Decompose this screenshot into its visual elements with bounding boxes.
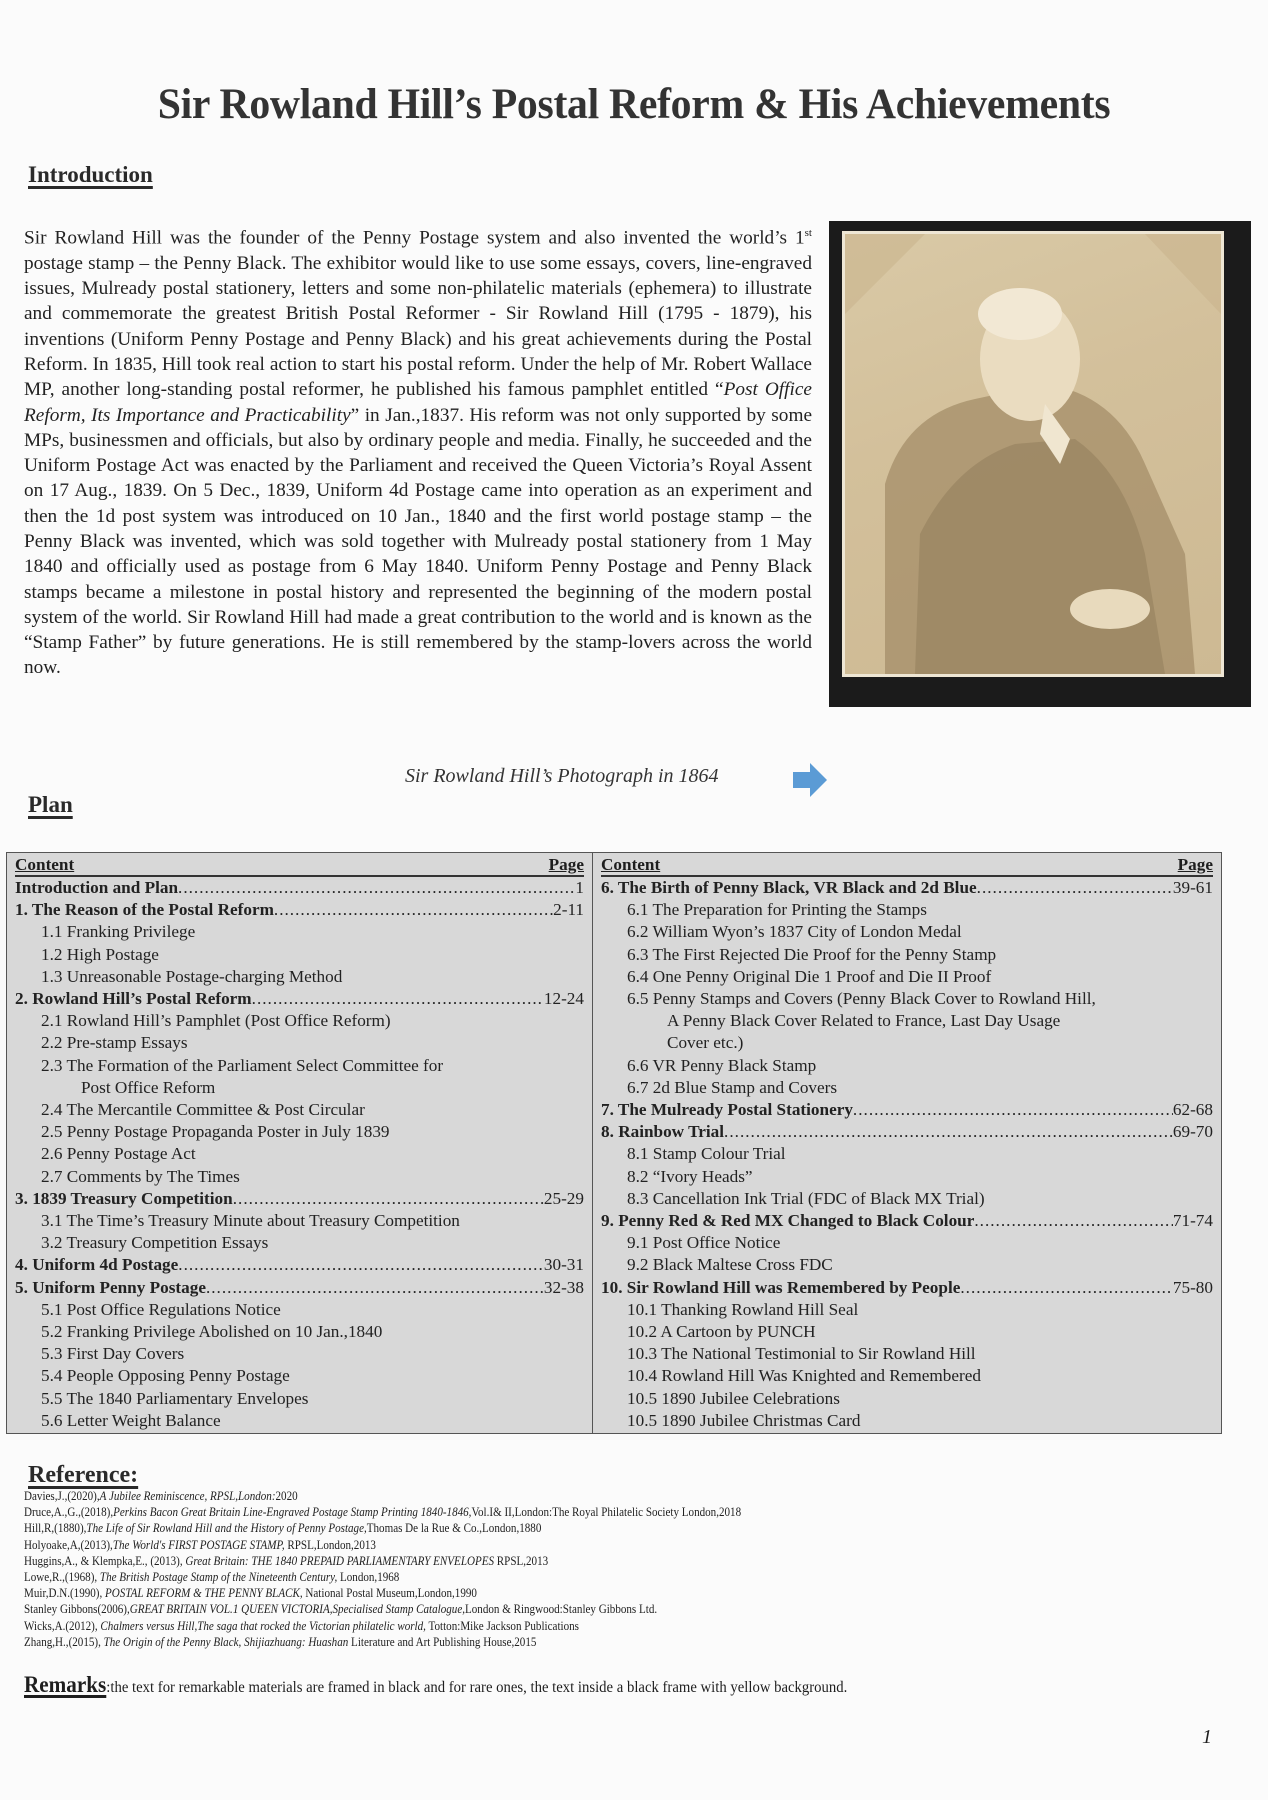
toc-entry-label: 8.3 Cancellation Ink Trial (FDC of Black MX Trial) <box>627 1188 985 1208</box>
toc-entry-label: 6.4 One Penny Original Die 1 Proof and Die II Proof <box>627 966 992 986</box>
introduction-paragraph <box>24 221 812 681</box>
toc-subsection-row <box>15 921 584 943</box>
toc-leader-dots <box>974 1210 1173 1232</box>
toc-subsection-row <box>15 1232 584 1254</box>
toc-entry-label: 1. The Reason of the Postal Reform <box>15 900 274 920</box>
toc-entry-label: 6.7 2d Blue Stamp and Covers <box>627 1077 838 1097</box>
toc-subsection-row <box>601 1388 1213 1410</box>
toc-entry-label: 10.1 Thanking Rowland Hill Seal <box>627 1299 859 1319</box>
right-arrow-icon <box>793 763 827 797</box>
reference-list <box>24 1488 741 1650</box>
toc-entry-label: 8.2 “Ivory Heads” <box>627 1166 753 1186</box>
toc-subsection-row <box>601 1166 1213 1188</box>
toc-subsection-row <box>15 1010 584 1032</box>
toc-leader-dots <box>724 1121 1173 1143</box>
plan-table-header <box>15 855 584 877</box>
toc-page-range: 2-11 <box>553 900 584 920</box>
intro-text-1: Sir Rowland Hill was the founder of the Penny Postage system and also invented the world’s 1 <box>24 227 805 249</box>
toc-entry-label: 6.1 The Preparation for Printing the Stamps <box>627 900 927 920</box>
toc-subsection-row <box>15 1388 584 1410</box>
toc-entry-label: 5.3 First Day Covers <box>41 1344 185 1364</box>
toc-entry-label: 5.1 Post Office Regulations Notice <box>41 1299 281 1319</box>
toc-subsection-row <box>15 966 584 988</box>
toc-section-row <box>601 1099 1213 1121</box>
toc-entry-label: 2.2 Pre-stamp Essays <box>41 1033 188 1053</box>
reference-title: POSTAL REFORM & THE PENNY BLACK, <box>105 1586 303 1601</box>
toc-entry-label: 8.1 Stamp Colour Trial <box>627 1144 786 1164</box>
toc-subsection-row <box>15 1077 584 1099</box>
toc-leader-dots <box>233 1188 544 1210</box>
pamphlet-title: Post Office Reform, Its Importance and Practicability <box>24 379 812 426</box>
toc-page-range: 1 <box>575 878 584 897</box>
toc-subsection-row <box>601 966 1213 988</box>
toc-entry-label: 8. Rainbow Trial <box>601 1122 725 1142</box>
reference-item <box>24 1569 741 1585</box>
toc-section-row <box>15 1254 584 1276</box>
toc-subsection-row <box>601 1299 1213 1321</box>
toc-entry-label: 7. The Mulready Postal Stationery <box>601 1100 853 1120</box>
toc-entry-label: 10.5 1890 Jubilee Celebrations <box>627 1388 840 1408</box>
toc-subsection-row <box>601 899 1213 921</box>
toc-entry-label: Post Office Reform <box>81 1077 216 1097</box>
reference-rest: National Postal Museum,London,1990 <box>302 1586 477 1601</box>
reference-author: Stanley Gibbons(2006), <box>24 1602 130 1617</box>
plan-table-header <box>601 855 1213 877</box>
toc-section-row <box>15 1277 584 1299</box>
reference-item <box>24 1618 741 1634</box>
toc-entry-label: 1.3 Unreasonable Postage-charging Method <box>41 966 343 986</box>
toc-entry-label: A Penny Black Cover Related to France, Last Day Usage <box>667 1011 1061 1031</box>
reference-item <box>24 1488 741 1504</box>
reference-author: Lowe,R.,(1968), <box>24 1570 100 1585</box>
reference-item <box>24 1634 741 1650</box>
intro-superscript: st <box>804 227 812 239</box>
reference-item <box>24 1520 741 1536</box>
toc-subsection-row <box>15 944 584 966</box>
toc-leader-dots <box>178 877 575 899</box>
toc-subsection-row <box>15 1121 584 1143</box>
toc-page-range: 30-31 <box>543 1255 584 1275</box>
toc-subsection-row <box>15 1099 584 1121</box>
reference-title: Great Britain: THE 1840 PREPAID PARLIAMENTARY ENVELOPES <box>185 1553 495 1568</box>
reference-title: The Origin of the Penny Black, Shijiazhuang: Huashan <box>103 1634 349 1649</box>
toc-entry-label: 9.1 Post Office Notice <box>627 1233 781 1253</box>
portrait-illustration <box>845 234 1221 674</box>
toc-entry-label: Introduction and Plan <box>15 878 179 897</box>
toc-subsection-row <box>15 1365 584 1387</box>
toc-subsection-row <box>15 1166 584 1188</box>
toc-subsection-row <box>601 1254 1213 1276</box>
remarks-text: :the text for remarkable materials are framed in black and for rare ones, the text inside a black frame with yellow background. <box>106 1679 848 1696</box>
page-number: 1 <box>1202 1726 1212 1748</box>
toc-entry-label: 2.7 Comments by The Times <box>41 1166 240 1186</box>
toc-subsection-row <box>15 1055 584 1077</box>
reference-heading: Reference: <box>28 1462 139 1488</box>
toc-entry-label: 1.2 High Postage <box>41 944 159 964</box>
toc-section-row <box>15 988 584 1010</box>
plan-table-right <box>592 852 1222 1434</box>
content-column-header: Content <box>601 855 661 874</box>
toc-subsection-row <box>601 1143 1213 1165</box>
toc-subsection-row <box>601 1232 1213 1254</box>
toc-entry-label: Cover etc.) <box>667 1033 744 1053</box>
photo-caption: Sir Rowland Hill’s Photograph in 1864 <box>405 765 719 787</box>
reference-author: Hill,R,(1880), <box>24 1521 87 1536</box>
plan-left-rows <box>15 877 584 1432</box>
toc-subsection-row <box>601 1321 1213 1343</box>
toc-entry-label: 2.4 The Mercantile Committee & Post Circular <box>41 1100 365 1120</box>
toc-entry-label: 4. Uniform 4d Postage <box>15 1255 179 1275</box>
reference-rest: 2020 <box>275 1489 298 1503</box>
reference-rest: London,1968 <box>337 1570 400 1585</box>
toc-leader-dots <box>853 1099 1173 1121</box>
toc-entry-label: 3. 1839 Treasury Competition <box>15 1188 233 1208</box>
toc-page-range: 39-61 <box>1172 878 1213 897</box>
reference-rest: RPSL,2013 <box>494 1553 549 1568</box>
reference-author: Huggins,A., & Klempka,E., (2013), <box>24 1553 186 1568</box>
toc-entry-label: 1.1 Franking Privilege <box>41 922 196 942</box>
toc-page-range: 32-38 <box>543 1277 584 1297</box>
toc-subsection-row <box>601 944 1213 966</box>
toc-entry-label: 9.2 Black Maltese Cross FDC <box>627 1255 833 1275</box>
reference-title: The World's FIRST POSTAGE STAMP, <box>112 1537 285 1552</box>
toc-subsection-row <box>15 1343 584 1365</box>
reference-item <box>24 1504 741 1520</box>
toc-entry-label: 10.2 A Cartoon by PUNCH <box>627 1322 816 1342</box>
toc-page-range: 25-29 <box>543 1188 584 1208</box>
reference-item <box>24 1585 741 1601</box>
reference-author: Zhang,H.,(2015), <box>24 1634 104 1649</box>
toc-page-range: 71-74 <box>1172 1211 1213 1231</box>
toc-entry-label: 2.5 Penny Postage Propaganda Poster in July 1839 <box>41 1122 390 1142</box>
reference-author: Wicks,A.(2012), <box>24 1618 101 1633</box>
reference-rest: Vol.I& II,London:The Royal Philatelic Society London,2018 <box>471 1505 742 1520</box>
page-title: Sir Rowland Hill’s Postal Reform & His Achievements <box>157 81 1111 128</box>
toc-subsection-row <box>601 1343 1213 1365</box>
toc-page-range: 69-70 <box>1172 1122 1213 1142</box>
toc-page-range: 75-80 <box>1172 1277 1213 1297</box>
page-column-header: Page <box>1177 855 1213 874</box>
toc-subsection-row <box>601 1410 1213 1432</box>
toc-leader-dots <box>178 1254 544 1276</box>
toc-page-range: 12-24 <box>543 989 584 1009</box>
reference-rest: Thomas De la Rue & Co.,London,1880 <box>366 1521 542 1536</box>
toc-subsection-row <box>601 921 1213 943</box>
toc-entry-label: 6.3 The First Rejected Die Proof for the Penny Stamp <box>627 944 997 964</box>
page-column-header: Page <box>548 855 584 874</box>
reference-title: The British Postage Stamp of the Nineteenth Century, <box>99 1570 338 1585</box>
toc-leader-dots <box>206 1277 544 1299</box>
reference-rest: Literature and Art Publishing House,2015 <box>348 1634 537 1649</box>
reference-rest: London & Ringwood:Stanley Gibbons Ltd. <box>465 1602 658 1617</box>
toc-subsection-row <box>15 1299 584 1321</box>
toc-section-row <box>601 1277 1213 1299</box>
toc-subsection-row <box>601 1365 1213 1387</box>
reference-author: Muir,D.N.(1990), <box>24 1586 106 1601</box>
toc-page-range: 62-68 <box>1172 1100 1213 1120</box>
toc-section-row <box>15 877 584 899</box>
reference-rest: RPSL,London,2013 <box>284 1537 376 1552</box>
reference-title: GREAT BRITAIN VOL.1 QUEEN VICTORIA,Specialised Stamp Catalogue, <box>129 1602 465 1617</box>
rowland-hill-photograph <box>842 231 1224 677</box>
toc-subsection-row <box>601 1032 1213 1054</box>
reference-author: Davies,J.,(2020), <box>24 1489 100 1503</box>
toc-entry-label: 10.3 The National Testimonial to Sir Rowland Hill <box>627 1344 976 1364</box>
toc-subsection-row <box>601 988 1213 1010</box>
toc-entry-label: 5.6 Letter Weight Balance <box>41 1410 221 1430</box>
toc-entry-label: 6.6 VR Penny Black Stamp <box>627 1055 817 1075</box>
toc-entry-label: 3.2 Treasury Competition Essays <box>41 1233 269 1253</box>
toc-entry-label: 5. Uniform Penny Postage <box>15 1277 206 1297</box>
toc-leader-dots <box>977 877 1173 899</box>
toc-subsection-row <box>15 1143 584 1165</box>
reference-title: Perkins Bacon Great Britain Line-Engraved Postage Stamp Printing 1840-1846, <box>113 1505 472 1520</box>
toc-subsection-row <box>601 1188 1213 1210</box>
toc-subsection-row <box>15 1210 584 1232</box>
toc-entry-label: 2.3 The Formation of the Parliament Select Committee for <box>41 1055 444 1075</box>
content-column-header: Content <box>15 855 75 874</box>
intro-text-3: ” in Jan.,1837. His reform was not only supported by some MPs, businessmen and officials, but also by ordinary people and media. Finally, he succeeded and the Uniform Postage Act was enacted by the Parliament and received the Queen Victoria’s Royal Assent on 17 Aug., 1839. On 5 Dec., 1839, Uniform 4d Postage came into operation as an experiment and then the 1d post system was introduced on 10 Jan., 1840 and the first world postage stamp – the Penny Black was invented, which was sold together with Mulready postal stationery from 1 May 1840 and officially used as postage from 6 May 1840. Uniform Penny Postage and Penny Black stamps became a milestone in postal history and represented the beginning of the modern postal system of the world. Sir Rowland Hill had made a great contribution to the world and is known as the “Stamp Father” by future generations. He is still remembered by the stamp-lovers across the world now. <box>24 404 813 679</box>
toc-entry-label: 6.5 Penny Stamps and Covers (Penny Black Cover to Rowland Hill, <box>627 989 1096 1009</box>
plan-right-rows <box>601 877 1213 1432</box>
toc-entry-label: 6. The Birth of Penny Black, VR Black and 2d Blue <box>601 878 977 897</box>
toc-entry-label: 3.1 The Time’s Treasury Minute about Treasury Competition <box>41 1211 460 1231</box>
toc-section-row <box>15 899 584 921</box>
reference-rest: Totton:Mike Jackson Publications <box>425 1618 579 1633</box>
reference-title: A Jubilee Reminiscence, RPSL,London: <box>99 1489 276 1503</box>
toc-entry-label: 2.1 Rowland Hill’s Pamphlet (Post Office Reform) <box>41 1011 391 1031</box>
toc-subsection-row <box>601 1055 1213 1077</box>
toc-leader-dots <box>252 988 544 1010</box>
toc-entry-label: 5.2 Franking Privilege Abolished on 10 Jan.,1840 <box>41 1322 383 1342</box>
toc-entry-label: 2. Rowland Hill’s Postal Reform <box>15 989 252 1009</box>
toc-entry-label: 5.5 The 1840 Parliamentary Envelopes <box>41 1388 309 1408</box>
toc-subsection-row <box>15 1321 584 1343</box>
toc-entry-label: 10.5 1890 Jubilee Christmas Card <box>627 1410 861 1430</box>
toc-subsection-row <box>15 1410 584 1432</box>
reference-title: Chalmers versus Hill,The saga that rocked the Victorian philatelic world, <box>100 1618 426 1633</box>
toc-entry-label: 5.4 People Opposing Penny Postage <box>41 1366 290 1386</box>
introduction-heading: Introduction <box>28 162 153 187</box>
toc-entry-label: 9. Penny Red & Red MX Changed to Black Colour <box>601 1211 975 1231</box>
reference-item <box>24 1537 741 1553</box>
toc-subsection-row <box>601 1010 1213 1032</box>
reference-author: Druce,A.,G.,(2018), <box>24 1505 114 1520</box>
toc-section-row <box>601 1121 1213 1143</box>
toc-section-row <box>601 877 1213 899</box>
reference-author: Holyoake,A,(2013), <box>24 1537 113 1552</box>
plan-table-left <box>6 852 592 1434</box>
plan-heading: Plan <box>28 792 73 817</box>
intro-text-2: postage stamp – the Penny Black. The exhibitor would like to use some essays, covers, line-engraved issues, Mulready postal stationery, letters and some non-philatelic materials (ephemera) to illustrate and commemorate the greatest British Postal Reformer - Sir Rowland Hill (1795 - 1879), his inventions (Uniform Penny Postage and Penny Black) and his great achievements during the Postal Reform. In 1835, Hill took real action to start his postal reform. Under the help of Mr. Robert Wallace MP, another long-standing postal reformer, he published his famous pamphlet entitled “ <box>24 252 812 401</box>
toc-leader-dots <box>960 1277 1173 1299</box>
toc-subsection-row <box>601 1077 1213 1099</box>
reference-item <box>24 1553 741 1569</box>
toc-leader-dots <box>274 899 553 921</box>
toc-subsection-row <box>15 1032 584 1054</box>
toc-entry-label: 10.4 Rowland Hill Was Knighted and Remembered <box>627 1366 981 1386</box>
toc-entry-label: 6.2 William Wyon’s 1837 City of London Medal <box>627 922 962 942</box>
reference-item <box>24 1601 741 1617</box>
remarks <box>24 1672 847 1698</box>
toc-section-row <box>15 1188 584 1210</box>
remarks-heading: Remarks <box>24 1672 107 1697</box>
toc-entry-label: 10. Sir Rowland Hill was Remembered by People <box>601 1277 961 1297</box>
toc-section-row <box>601 1210 1213 1232</box>
reference-title: The Life of Sir Rowland Hill and the History of Penny Postage, <box>86 1521 367 1536</box>
toc-entry-label: 2.6 Penny Postage Act <box>41 1144 196 1164</box>
